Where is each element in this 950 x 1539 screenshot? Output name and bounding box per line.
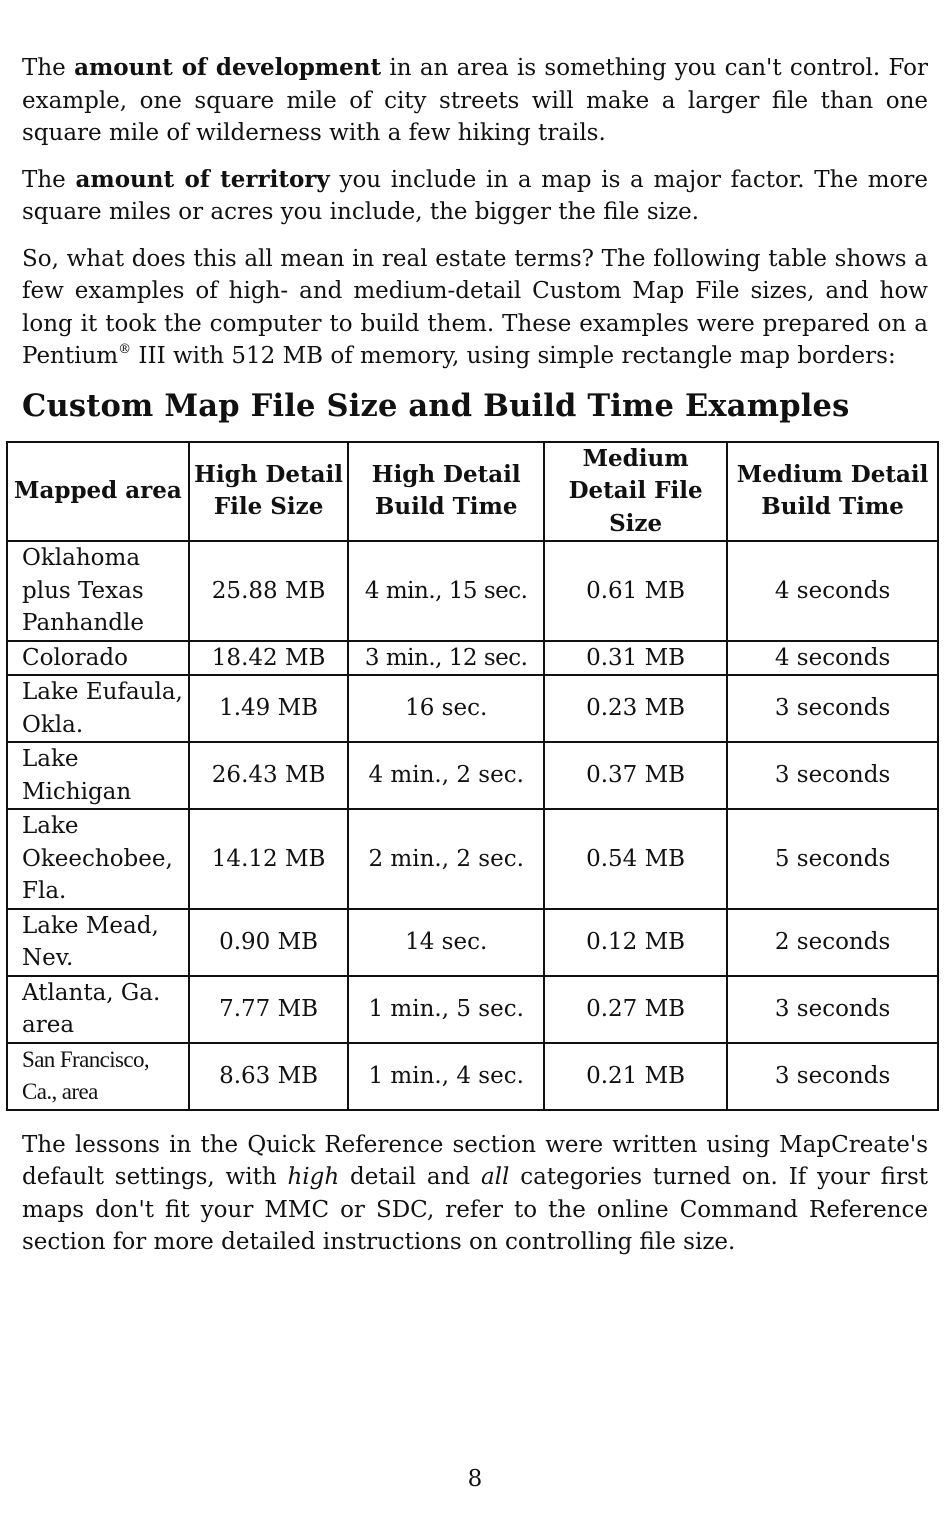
cell-medium-build-time: 3 seconds bbox=[727, 976, 938, 1043]
paragraph-development-lead: The bbox=[22, 55, 66, 81]
registered-mark: ® bbox=[118, 342, 132, 357]
cell-medium-build-time: 3 seconds bbox=[727, 675, 938, 742]
cell-mapped-area: San Francisco, Ca., area bbox=[7, 1043, 189, 1110]
cell-medium-file-size: 0.54 MB bbox=[544, 809, 727, 909]
paragraph-lessons bbox=[22, 1129, 928, 1259]
cell-mapped-area: Lake Eufaula, Okla. bbox=[7, 675, 189, 742]
cell-medium-build-time: 3 seconds bbox=[727, 1043, 938, 1110]
cell-medium-file-size: 0.21 MB bbox=[544, 1043, 727, 1110]
table-title: Custom Map File Size and Build Time Examples bbox=[22, 387, 850, 424]
cell-high-file-size: 8.63 MB bbox=[189, 1043, 349, 1110]
cell-medium-file-size: 0.23 MB bbox=[544, 675, 727, 742]
paragraph-examples-text: So, what does this all mean in real estate terms? The following table shows a few examples of high- and medium-detail Custom Map File sizes, and how long it took the computer to build them. These examples were prepared on a Pentium bbox=[22, 245, 928, 369]
table-row bbox=[7, 541, 938, 641]
cell-medium-build-time: 2 seconds bbox=[727, 909, 938, 976]
paragraph-lessons-text-mid: detail and bbox=[339, 1164, 481, 1190]
table-row bbox=[7, 742, 938, 809]
document-page bbox=[14, 52, 929, 1273]
cell-high-file-size: 26.43 MB bbox=[189, 742, 349, 809]
paragraph-territory-lead: The bbox=[22, 166, 66, 193]
paragraph-territory-text: you include in a map is a major factor. The more square miles or acres you include, the bigger the file size. bbox=[22, 166, 928, 225]
paragraph-territory bbox=[22, 164, 928, 229]
table-row bbox=[7, 675, 938, 742]
cell-high-build-time: 2 min., 2 sec. bbox=[348, 809, 544, 909]
cell-mapped-area: Colorado bbox=[7, 641, 189, 676]
cell-high-file-size: 0.90 MB bbox=[189, 909, 349, 976]
term-amount-of-territory: amount of territory bbox=[75, 165, 330, 193]
paragraph-examples-text-end: III with 512 MB of memory, using simple rectangle map borders: bbox=[131, 343, 896, 369]
cell-mapped-area: Atlanta, Ga. area bbox=[7, 976, 189, 1043]
emphasis-all: all bbox=[480, 1164, 510, 1190]
paragraph-development-text: in an area is something you can't control. For example, one square mile of city streets will make a larger file than one square mile of wilderness with a few hiking trails. bbox=[22, 55, 929, 146]
cell-high-file-size: 14.12 MB bbox=[189, 809, 349, 909]
cell-high-build-time: 3 min., 12 sec. bbox=[348, 641, 544, 676]
cell-medium-file-size: 0.31 MB bbox=[544, 641, 727, 676]
header-high-detail-file-size: High Detail File Size bbox=[189, 442, 349, 542]
header-high-detail-build-time: High Detail Build Time bbox=[348, 442, 544, 542]
table-row bbox=[7, 641, 938, 676]
cell-medium-file-size: 0.61 MB bbox=[544, 541, 727, 641]
cell-high-file-size: 1.49 MB bbox=[189, 675, 349, 742]
paragraph-examples bbox=[22, 243, 928, 373]
cell-high-file-size: 7.77 MB bbox=[189, 976, 349, 1043]
cell-high-build-time: 1 min., 4 sec. bbox=[348, 1043, 544, 1110]
cell-medium-build-time: 4 seconds bbox=[727, 641, 938, 676]
table-row bbox=[7, 809, 938, 909]
paragraph-lessons-text-end: categories turned on. If your first maps don't fit your MMC or SDC, refer to the online Command Reference section for more detailed instructions on controlling file size. bbox=[22, 1164, 928, 1255]
cell-medium-file-size: 0.27 MB bbox=[544, 976, 727, 1043]
cell-mapped-area: Lake Okeechobee, Fla. bbox=[7, 809, 189, 909]
header-medium-detail-build-time: Medium Detail Build Time bbox=[727, 442, 938, 542]
cell-high-file-size: 18.42 MB bbox=[189, 641, 349, 676]
cell-medium-build-time: 5 seconds bbox=[727, 809, 938, 909]
header-mapped-area: Mapped area bbox=[7, 442, 189, 542]
table-header-row bbox=[7, 442, 938, 542]
paragraph-lessons-text: The lessons in the Quick Reference section were written using MapCreate's default settings, with bbox=[22, 1131, 928, 1190]
file-size-table bbox=[6, 441, 939, 1111]
cell-high-build-time: 16 sec. bbox=[348, 675, 544, 742]
cell-medium-file-size: 0.12 MB bbox=[544, 909, 727, 976]
page-number: 8 bbox=[467, 1466, 483, 1492]
cell-high-build-time: 4 min., 2 sec. bbox=[348, 742, 544, 809]
cell-medium-build-time: 4 seconds bbox=[727, 541, 938, 641]
table-row bbox=[7, 976, 938, 1043]
table-row bbox=[7, 1043, 938, 1110]
cell-medium-file-size: 0.37 MB bbox=[544, 742, 727, 809]
paragraph-development bbox=[22, 52, 928, 150]
cell-high-build-time: 1 min., 5 sec. bbox=[348, 976, 544, 1043]
cell-high-build-time: 4 min., 15 sec. bbox=[348, 541, 544, 641]
cell-mapped-area: Oklahoma plus Texas Panhandle bbox=[7, 541, 189, 641]
header-medium-detail-file-size: Medium Detail File Size bbox=[544, 442, 727, 542]
cell-high-build-time: 14 sec. bbox=[348, 909, 544, 976]
cell-mapped-area: Lake Michigan bbox=[7, 742, 189, 809]
cell-mapped-area: Lake Mead, Nev. bbox=[7, 909, 189, 976]
cell-medium-build-time: 3 seconds bbox=[727, 742, 938, 809]
table-row bbox=[7, 909, 938, 976]
term-amount-of-development: amount of development bbox=[74, 54, 382, 81]
cell-high-file-size: 25.88 MB bbox=[189, 541, 349, 641]
emphasis-high: high bbox=[287, 1164, 340, 1190]
